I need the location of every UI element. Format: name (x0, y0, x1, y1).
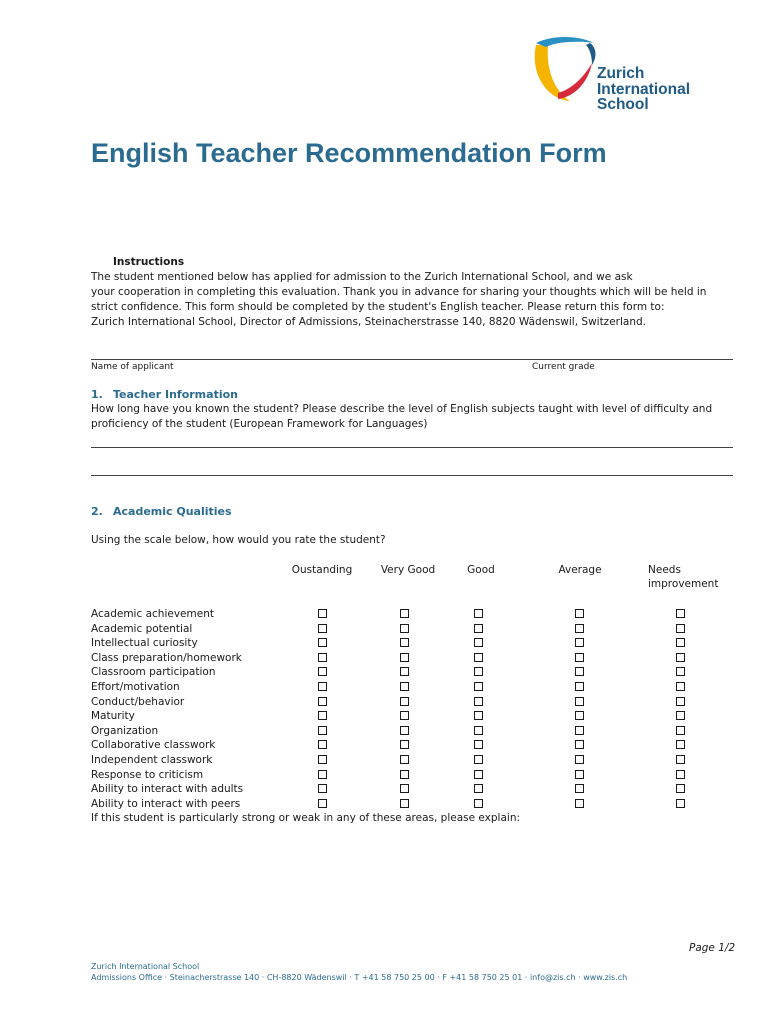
rating-checkbox[interactable] (318, 740, 327, 749)
instructions-line: your cooperation in completing this evaluation. Thank you in advance for sharing your thoughts which will be held in (91, 286, 707, 298)
logo-line-3: School (597, 96, 649, 113)
instructions-heading: Instructions (113, 256, 185, 268)
rating-checkbox[interactable] (474, 784, 483, 793)
rating-checkbox[interactable] (575, 653, 584, 662)
rating-checkbox[interactable] (318, 697, 327, 706)
rating-checkbox[interactable] (474, 697, 483, 706)
logo-line-2: International (597, 80, 691, 98)
rating-checkbox[interactable] (400, 711, 409, 720)
rating-scale-prompt: Using the scale below, how would you rate the student? (91, 534, 386, 546)
criterion-label: Class preparation/homework (91, 651, 242, 664)
rating-checkbox[interactable] (400, 624, 409, 633)
section-1-title: Teacher Information (113, 388, 238, 401)
section-2-title: Academic Qualities (113, 505, 232, 518)
criterion-label: Conduct/behavior (91, 695, 185, 708)
instructions-line: strict confidence. This form should be completed by the student's English teacher. Please return this form to: (91, 301, 665, 313)
criterion-label: Ability to interact with peers (91, 797, 241, 810)
rating-checkbox[interactable] (676, 697, 685, 706)
rating-checkbox[interactable] (318, 770, 327, 779)
rating-checkbox[interactable] (400, 682, 409, 691)
criterion-label: Independent classwork (91, 754, 213, 766)
rating-checkbox[interactable] (474, 740, 483, 749)
rating-checkbox[interactable] (575, 624, 584, 633)
rating-checkbox[interactable] (474, 799, 483, 808)
section-2-number: 2. (91, 505, 103, 518)
scale-header-good: Good (467, 564, 495, 576)
criterion-label: Collaborative classwork (91, 739, 216, 752)
rating-checkbox[interactable] (676, 667, 685, 676)
rating-checkbox[interactable] (474, 667, 483, 676)
instructions-line: Zurich International School, Director of Admissions, Steinacherstrasse 140, 8820 Wädenswil, Switzerland. (91, 316, 646, 328)
criterion-label: Classroom participation (91, 666, 216, 679)
rating-checkbox[interactable] (575, 711, 584, 720)
criterion-label: Academic achievement (91, 608, 214, 620)
page-title: English Teacher Recommendation Form (91, 138, 607, 168)
rating-checkbox[interactable] (575, 726, 584, 735)
rating-checkbox[interactable] (318, 711, 327, 720)
rating-checkbox[interactable] (400, 638, 409, 647)
scale-header-average: Average (558, 564, 602, 576)
rating-checkbox[interactable] (400, 609, 409, 618)
rating-checkbox[interactable] (676, 770, 685, 779)
rating-checkbox[interactable] (676, 609, 685, 618)
rating-checkbox[interactable] (676, 755, 685, 764)
rating-checkbox[interactable] (474, 682, 483, 691)
criterion-label: Intellectual curiosity (91, 637, 198, 650)
criterion-label: Ability to interact with adults (91, 783, 244, 796)
scale-header-very-good: Very Good (380, 564, 436, 576)
name-of-applicant-label: Name of applicant (91, 362, 174, 372)
rating-checkbox[interactable] (318, 624, 327, 633)
logo-line-1: Zurich (597, 65, 645, 82)
rating-checkbox[interactable] (318, 726, 327, 735)
rating-checkbox[interactable] (575, 697, 584, 706)
rating-checkbox[interactable] (575, 667, 584, 676)
rating-checkbox[interactable] (575, 770, 584, 779)
rating-checkbox[interactable] (400, 784, 409, 793)
footer-address (91, 961, 627, 983)
needs-improvement-text: Needs improvement (648, 564, 719, 590)
rating-checkbox[interactable] (575, 740, 584, 749)
rating-checkbox[interactable] (318, 755, 327, 764)
rating-checkbox[interactable] (676, 799, 685, 808)
rating-checkbox[interactable] (676, 740, 685, 749)
rating-checkbox[interactable] (318, 682, 327, 691)
rating-checkbox[interactable] (474, 624, 483, 633)
rating-checkbox[interactable] (318, 653, 327, 662)
rating-checkbox[interactable] (676, 624, 685, 633)
rating-checkbox[interactable] (575, 609, 584, 618)
current-grade-label: Current grade (532, 362, 595, 372)
criterion-label: Academic potential (91, 622, 193, 635)
criterion-label: Effort/motivation (91, 681, 180, 693)
rating-checkbox[interactable] (318, 638, 327, 647)
rating-checkbox[interactable] (400, 667, 409, 676)
rating-checkbox[interactable] (676, 653, 685, 662)
rating-checkbox[interactable] (676, 784, 685, 793)
section-1-question-line: proficiency of the student (European Framework for Languages) (91, 418, 428, 430)
rating-checkbox[interactable] (575, 784, 584, 793)
rating-checkbox[interactable] (400, 740, 409, 749)
rating-checkbox[interactable] (400, 799, 409, 808)
rating-checkbox[interactable] (676, 638, 685, 647)
rating-checkbox[interactable] (474, 711, 483, 720)
rating-checkbox[interactable] (400, 770, 409, 779)
page-number: Page 1/2 (689, 942, 736, 954)
rating-checkbox[interactable] (474, 755, 483, 764)
rating-checkbox[interactable] (400, 653, 409, 662)
section-1-number: 1. (91, 388, 103, 401)
rating-checkbox[interactable] (474, 609, 483, 618)
criterion-label: Response to criticism (91, 768, 204, 781)
footer-line-1: Zurich International School (91, 962, 200, 971)
rating-checkbox[interactable] (400, 755, 409, 764)
rating-checkbox[interactable] (575, 755, 584, 764)
explain-prompt: If this student is particularly strong or weak in any of these areas, please explain: (91, 812, 521, 824)
rating-checkbox[interactable] (676, 726, 685, 735)
section-1-question-line: How long have you known the student? Please describe the level of English subjects taught with level of difficulty and (91, 403, 713, 415)
criterion-label: Maturity (91, 710, 135, 723)
rating-checkbox[interactable] (474, 726, 483, 735)
criterion-label: Organization (91, 724, 159, 737)
scale-header-outstanding: Oustanding (291, 564, 353, 576)
rating-checkbox[interactable] (676, 711, 685, 720)
rating-checkbox[interactable] (400, 726, 409, 735)
instructions-line: The student mentioned below has applied for admission to the Zurich International School, and we ask (91, 271, 633, 283)
rating-checkbox[interactable] (575, 682, 584, 691)
rating-checkbox[interactable] (318, 667, 327, 676)
rating-checkbox[interactable] (318, 799, 327, 808)
rating-checkbox[interactable] (676, 682, 685, 691)
rating-checkbox[interactable] (474, 770, 483, 779)
rating-checkbox[interactable] (474, 638, 483, 647)
rating-checkbox[interactable] (575, 638, 584, 647)
rating-checkbox[interactable] (318, 609, 327, 618)
rating-checkbox[interactable] (400, 697, 409, 706)
rating-checkbox[interactable] (575, 799, 584, 808)
rating-checkbox[interactable] (318, 784, 327, 793)
footer-line-2: Admissions Office · Steinacherstrasse 140 · CH-8820 Wädenswil · T +41 58 750 25 00 · F +41 58 750 25 01 · info@zis.ch · www.zis.ch (91, 973, 628, 982)
rating-checkbox[interactable] (474, 653, 483, 662)
